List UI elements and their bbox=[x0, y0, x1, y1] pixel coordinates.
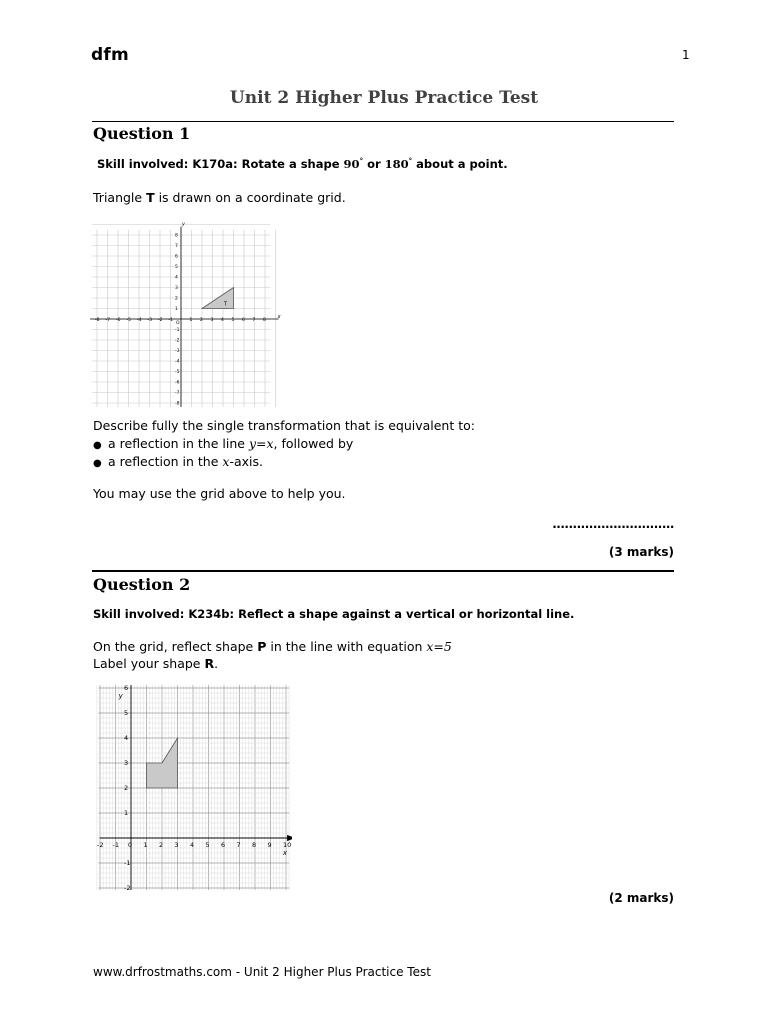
x-tick-label: 1 bbox=[189, 318, 193, 323]
x-tick-label: -7 bbox=[105, 318, 110, 323]
question-1-marks: (3 marks) bbox=[608, 545, 674, 559]
x-tick-label: 9 bbox=[267, 841, 272, 849]
y-tick-label: 5 bbox=[124, 709, 129, 717]
x-axis-label: x bbox=[282, 849, 288, 857]
y-tick-label: 6 bbox=[124, 685, 129, 692]
x-tick-label: -2 bbox=[97, 841, 104, 849]
y-tick-label: 4 bbox=[175, 275, 178, 281]
question-1-heading: Question 1 bbox=[93, 124, 191, 143]
x-axis-arrow bbox=[288, 836, 292, 841]
question-2-label-instruction: Label your shape R. bbox=[93, 656, 219, 671]
x-tick-label: 3 bbox=[210, 318, 214, 323]
x-tick-label: 1 bbox=[143, 841, 148, 849]
x-tick-label: 6 bbox=[221, 841, 226, 849]
question-1-intro: Triangle T is drawn on a coordinate grid. bbox=[93, 190, 346, 205]
question-2-marks: (2 marks) bbox=[608, 891, 674, 905]
y-tick-label: -8 bbox=[175, 401, 180, 407]
document-title: Unit 2 Higher Plus Practice Test bbox=[229, 88, 539, 108]
y-tick-label: -4 bbox=[175, 359, 180, 365]
x-tick-label: -2 bbox=[158, 318, 163, 323]
x-tick-label: -1 bbox=[168, 318, 173, 323]
x-tick-label: -3 bbox=[147, 318, 152, 323]
x-tick-label: -5 bbox=[126, 318, 131, 323]
y-tick-label: 3 bbox=[124, 759, 129, 767]
y-tick-label: -1 bbox=[175, 328, 180, 333]
y-axis-label: y bbox=[118, 692, 123, 700]
bullet-item-1: ● a reflection in the line y=x, followed by bbox=[93, 436, 354, 451]
bullet-item-2: ● a reflection in the x-axis. bbox=[93, 454, 263, 469]
x-tick-label: 4 bbox=[221, 318, 224, 323]
x-tick-label: 8 bbox=[252, 841, 257, 849]
question-1-skill: Skill involved: K170a: Rotate a shape 90° or 180° about a point. bbox=[97, 157, 508, 171]
question-1-describe: Describe fully the single transformation that is equivalent to: bbox=[93, 418, 475, 433]
x-tick-label: 8 bbox=[263, 318, 266, 323]
question-divider bbox=[92, 570, 674, 572]
title-divider bbox=[92, 121, 674, 122]
question-2-instruction: On the grid, reflect shape P in the line with equation x=5 bbox=[93, 639, 452, 654]
page-number: 1 bbox=[682, 48, 690, 62]
x-tick-label: 3 bbox=[174, 841, 179, 849]
x-tick-label: 2 bbox=[159, 841, 164, 849]
brand-logo: dfm bbox=[91, 45, 129, 65]
y-tick-label: -6 bbox=[175, 380, 180, 386]
question-1-hint: You may use the grid above to help you. bbox=[93, 486, 346, 501]
y-tick-label: -1 bbox=[124, 859, 131, 867]
y-axis-label: y bbox=[182, 222, 185, 228]
x-tick-label: -4 bbox=[137, 318, 142, 323]
triangle-T-label: T bbox=[224, 301, 228, 308]
y-tick-label: -2 bbox=[175, 338, 180, 344]
y-tick-label: 2 bbox=[124, 784, 129, 792]
x-tick-label: 6 bbox=[242, 318, 245, 323]
y-tick-label: 5 bbox=[175, 265, 178, 270]
x-tick-label: -1 bbox=[112, 841, 119, 849]
question-2-heading: Question 2 bbox=[93, 575, 191, 594]
y-tick-label: -3 bbox=[175, 349, 180, 354]
x-tick-label: 4 bbox=[190, 841, 195, 849]
x-axis-label: x bbox=[277, 314, 281, 320]
y-tick-label: 6 bbox=[175, 254, 178, 260]
question-1-coordinate-grid bbox=[90, 222, 290, 407]
x-tick-label: 10 bbox=[283, 841, 292, 849]
question-2-skill: Skill involved: K234b: Reflect a shape against a vertical or horizontal line. bbox=[93, 607, 575, 621]
x-tick-label: -6 bbox=[116, 318, 121, 323]
y-tick-label: 8 bbox=[175, 233, 178, 239]
y-tick-label: 3 bbox=[175, 286, 178, 291]
answer-line[interactable]: .............................. bbox=[552, 517, 674, 531]
x-tick-label: 5 bbox=[231, 318, 235, 323]
y-tick-label: 2 bbox=[175, 296, 178, 302]
y-tick-label: -2 bbox=[124, 884, 131, 890]
y-tick-label: 4 bbox=[124, 734, 129, 742]
x-tick-label: 0 bbox=[128, 841, 133, 849]
question-2-coordinate-grid bbox=[96, 685, 292, 890]
x-tick-label: 2 bbox=[200, 318, 203, 323]
origin-label: O bbox=[176, 321, 180, 326]
y-tick-label: 7 bbox=[175, 244, 178, 249]
y-tick-label: 1 bbox=[124, 809, 129, 817]
y-tick-label: -7 bbox=[175, 391, 180, 396]
x-tick-label: 5 bbox=[205, 841, 210, 849]
y-tick-label: 1 bbox=[175, 307, 178, 312]
y-tick-label: -5 bbox=[175, 370, 180, 375]
x-tick-label: -8 bbox=[95, 318, 100, 323]
x-tick-label: 7 bbox=[236, 841, 241, 849]
x-tick-label: 7 bbox=[252, 318, 256, 323]
footer-text: www.drfrostmaths.com - Unit 2 Higher Plus Practice Test bbox=[93, 965, 431, 979]
